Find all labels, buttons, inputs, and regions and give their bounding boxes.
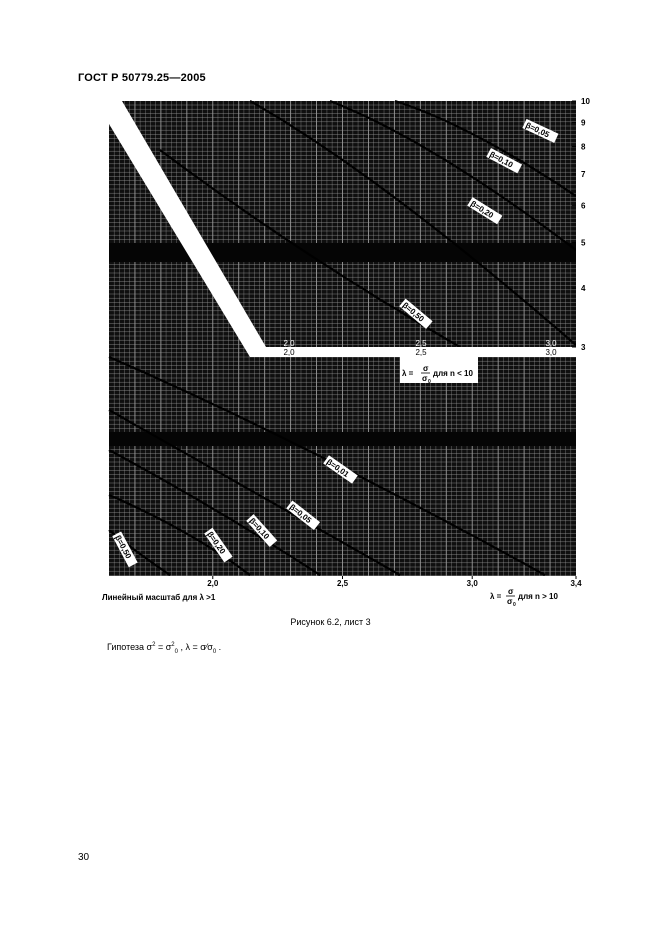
chart-grid [109,101,576,576]
right-axis-tick-label: 9 [581,118,586,128]
formula-eq: = σ [155,642,172,652]
bottom-formula-tail: для n > 10 [518,592,558,601]
right-axis-tick-label: 5 [581,238,586,248]
bottom-formula-lead: λ = [490,592,502,601]
formula-lead: Гипотеза σ [107,642,153,652]
curve-label-lower-2-text: β=0,05 [287,502,314,526]
curve-label-lower-4-text: β=0,20 [205,529,228,556]
bottom-axis-tick-label: 3,4 [570,579,582,588]
hypothesis-formula [107,642,221,655]
band-tick-label: 2,5 [415,339,427,348]
band-tick-label-dark: 3,0 [545,348,557,357]
right-axis-strip [576,101,588,357]
right-axis-tick-label: 10 [581,97,590,106]
formula-sup-1: 2 [152,642,156,648]
band-tick-label-dark: 2,5 [415,348,427,357]
curve-label-upper-1-text: β=0,05 [524,120,551,140]
formula-sup-2: 2 [171,642,175,648]
band-formula-num: σ [423,364,429,373]
band-formula-den-sub: 0 [428,379,431,385]
document-header: ГОСТ Р 50779.25—2005 [78,72,206,84]
right-axis-tick-label: 4 [581,284,586,294]
formula-sub-3: 0 [212,648,217,655]
bottom-axis-label: Линейный масштаб для λ >1 [102,593,216,602]
bottom-formula-num: σ [508,587,514,596]
bottom-formula-den-sub: 0 [513,602,516,608]
curve-label-lower-3-text: β=0,10 [247,516,272,542]
band-formula-den: σ [422,374,428,383]
band-tick-label: 3,0 [545,339,557,348]
formula-sub-2: 0 [174,648,178,655]
figure-caption: Рисунок 6.2, лист 3 [290,617,371,627]
band-formula-tail: для n < 10 [433,369,473,378]
formula-end: . [216,642,222,652]
curve-label-lower-1-text: β=0,01 [324,457,351,480]
bottom-axis-tick-label: 2,5 [336,579,349,588]
right-axis-tick-label: 6 [581,201,586,211]
bottom-axis-tick-label: 2,0 [207,579,219,588]
band-tick-label: 2,0 [283,339,295,348]
formula-tail: , λ = σ⁄σ [177,642,213,652]
band-formula-lead: λ = [402,369,414,378]
bottom-formula-den: σ [507,597,513,606]
bottom-axis-tick-label: 3,0 [466,579,478,588]
curve-label-lower-5-text: β=0,50 [113,533,133,561]
curve-label-upper-2-text: β=0,10 [488,149,515,170]
page-number: 30 [78,852,90,863]
right-axis-tick-label: 7 [581,169,586,179]
grid-dense-band [109,432,576,446]
curve-label-upper-3-text: β=0,20 [468,199,496,221]
right-axis-tick-label: 8 [581,142,586,152]
grid-dense-band [109,243,576,262]
band-tick-label-dark: 2,0 [283,348,295,357]
right-axis-tick-label: 3 [581,343,586,352]
curve-label-upper-4-text: β=0,50 [400,300,426,324]
